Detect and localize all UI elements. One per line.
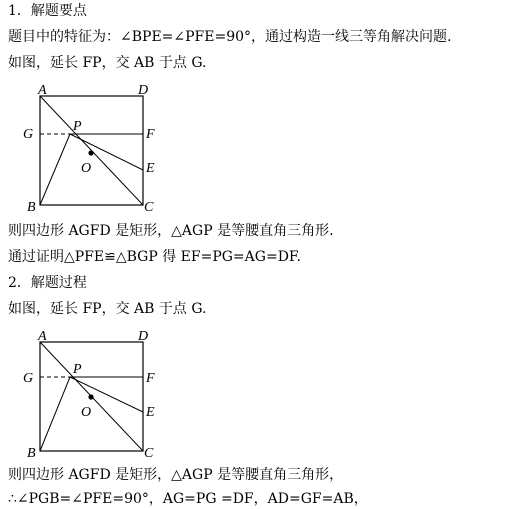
section2-conclusion-line: ∴∠PGB=∠PFE=90°，AG=PG =DF，AD=GF=AB，: [8, 491, 368, 507]
label-c: C: [144, 446, 154, 461]
label-c: C: [144, 200, 154, 215]
label-f: F: [146, 127, 155, 142]
section1-text-line: 题目中的特征为：∠BPE=∠PFE=90°，通过构造一线三等角解决问题.: [8, 29, 452, 45]
label-b: B: [27, 446, 36, 461]
label-e: E: [146, 161, 155, 176]
label-p: P: [73, 362, 82, 377]
label-g: G: [23, 127, 34, 142]
label-f: F: [146, 371, 155, 386]
segment-pb: [40, 377, 70, 451]
point-o: [88, 394, 93, 399]
section2-text-line: 如图，延长 FP，交 AB 于点 G.: [8, 301, 207, 317]
label-o: O: [81, 405, 92, 420]
section1-conclusion-line: 则四边形 AGFD 是矩形，△AGP 是等腰直角三角形.: [8, 223, 334, 239]
section2-heading: 2．解题过程: [8, 275, 87, 291]
label-g: G: [23, 371, 34, 386]
label-b: B: [27, 200, 36, 215]
label-d: D: [138, 330, 149, 344]
label-d: D: [138, 84, 149, 98]
label-a: A: [38, 84, 47, 98]
geometry-figure-1: [20, 84, 170, 216]
section2-conclusion-line: 则四边形 AGFD 是矩形，△AGP 是等腰直角三角形，: [8, 467, 344, 483]
label-e: E: [146, 405, 155, 420]
label-p: P: [73, 119, 82, 134]
geometry-figure-2: [20, 330, 170, 462]
label-a: A: [38, 330, 47, 344]
point-o: [88, 150, 93, 155]
section1-text-line: 如图，延长 FP，交 AB 于点 G.: [8, 55, 207, 71]
section1-heading: 1．解题要点: [8, 3, 87, 19]
label-o: O: [81, 161, 92, 176]
section1-conclusion-line: 通过证明△PFE≌△BGP 得 EF=PG=AG=DF.: [8, 249, 301, 265]
segment-pb: [40, 134, 70, 205]
